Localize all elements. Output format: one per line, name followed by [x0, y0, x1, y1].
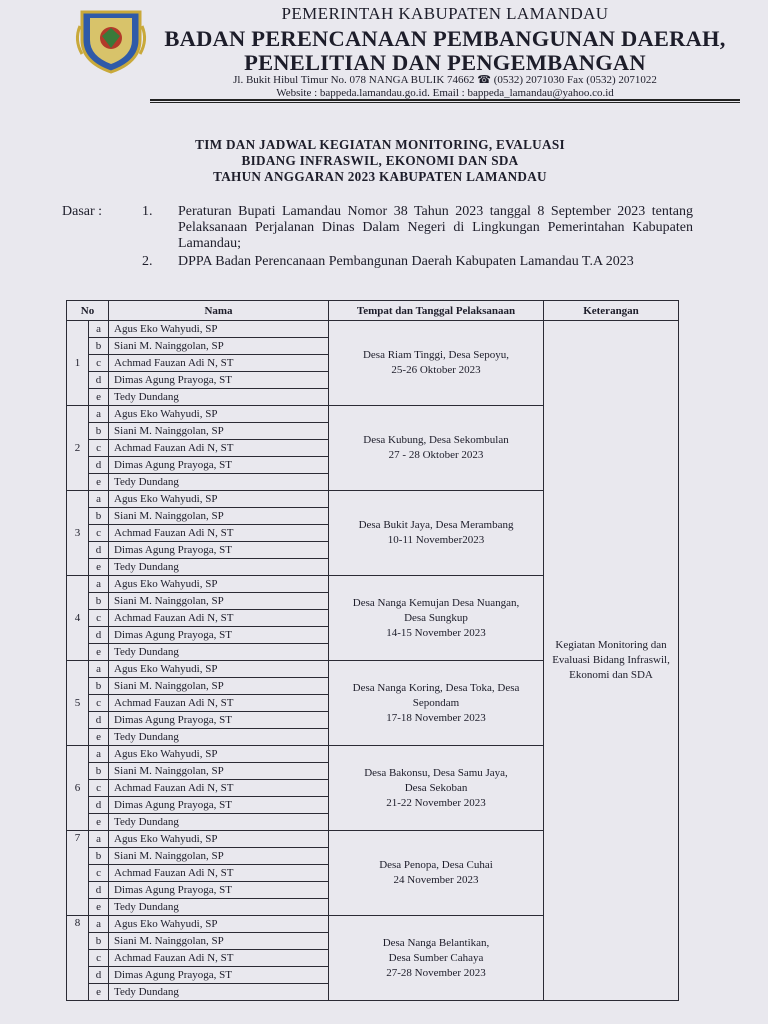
member-letter: e	[89, 899, 109, 916]
place-date-cell	[329, 916, 544, 1001]
member-name: Agus Eko Wahyudi, SP	[109, 406, 329, 423]
header-place-date: Tempat dan Tanggal Pelaksanaan	[329, 301, 544, 321]
place-date-line: Desa Nanga Belantikan,	[382, 936, 490, 949]
schedule-table	[66, 300, 679, 1001]
place-date-line: Desa Kubung, Desa Sekombulan	[363, 434, 509, 446]
member-letter: c	[89, 440, 109, 457]
member-letter: e	[89, 814, 109, 831]
member-name: Dimas Agung Prayoga, ST	[109, 967, 329, 984]
place-date-line: 27-28 November 2023	[386, 966, 486, 979]
member-letter: d	[89, 712, 109, 729]
member-letter: b	[89, 848, 109, 865]
member-letter: a	[89, 831, 109, 848]
table-row	[67, 321, 679, 338]
member-letter: a	[89, 406, 109, 423]
place-date-line: Desa Riam Tinggi, Desa Sepoyu,	[362, 349, 510, 361]
place-date-line: Desa Bakonsu, Desa Samu Jaya,	[364, 766, 508, 779]
member-letter: b	[89, 933, 109, 950]
place-date-line: 10-11 November2023	[387, 534, 485, 546]
member-name: Dimas Agung Prayoga, ST	[109, 882, 329, 899]
member-name: Achmad Fauzan Adi N, ST	[109, 780, 329, 797]
letterhead-website: Website : bappeda.lamandau.go.id. Email : bappeda_lamandau@yahoo.co.id	[276, 87, 614, 99]
member-letter: e	[89, 474, 109, 491]
group-number: 2	[67, 406, 89, 491]
member-letter: e	[89, 729, 109, 746]
member-letter: a	[89, 661, 109, 678]
document-title-line1: TIM DAN JADWAL KEGIATAN MONITORING, EVALUASI	[195, 137, 565, 152]
member-name: Achmad Fauzan Adi N, ST	[109, 610, 329, 627]
member-name: Siani M. Nainggolan, SP	[109, 593, 329, 610]
member-letter: d	[89, 882, 109, 899]
member-name: Dimas Agung Prayoga, ST	[109, 712, 329, 729]
member-name: Agus Eko Wahyudi, SP	[109, 916, 329, 933]
member-letter: e	[89, 984, 109, 1001]
member-letter: e	[89, 389, 109, 406]
member-name: Dimas Agung Prayoga, ST	[109, 457, 329, 474]
member-letter: d	[89, 542, 109, 559]
member-letter: c	[89, 865, 109, 882]
member-name: Tedy Dundang	[109, 559, 329, 576]
place-date-line: Sepondam	[412, 696, 460, 709]
member-name: Achmad Fauzan Adi N, ST	[109, 525, 329, 542]
member-letter: d	[89, 372, 109, 389]
member-letter: b	[89, 338, 109, 355]
place-date-line: Desa Sekoban	[404, 781, 468, 794]
member-letter: b	[89, 593, 109, 610]
member-name: Agus Eko Wahyudi, SP	[109, 321, 329, 338]
place-date-line: Desa Sumber Cahaya	[388, 951, 484, 964]
member-letter: e	[89, 559, 109, 576]
member-letter: d	[89, 797, 109, 814]
table-header-row	[67, 301, 679, 321]
member-letter: b	[89, 508, 109, 525]
member-letter: b	[89, 763, 109, 780]
member-letter: a	[89, 491, 109, 508]
document-title-line3: TAHUN ANGGARAN 2023 KABUPATEN LAMANDAU	[213, 169, 547, 184]
place-date-line: Desa Bukit Jaya, Desa Merambang	[358, 519, 514, 531]
member-letter: a	[89, 576, 109, 593]
place-date-line: Desa Penopa, Desa Cuhai	[379, 859, 493, 871]
place-date-line: 14-15 November 2023	[386, 626, 486, 639]
member-letter: c	[89, 610, 109, 627]
letterhead-agency-line2: PENELITIAN DAN PENGEMBANGAN	[244, 50, 646, 75]
member-letter: a	[89, 916, 109, 933]
place-date-cell	[329, 321, 544, 406]
dasar-label: Dasar :	[62, 204, 103, 219]
header-name: Nama	[109, 301, 329, 321]
place-date-cell	[329, 746, 544, 831]
place-date-cell	[329, 661, 544, 746]
dasar-item-text: DPPA Badan Perencanaan Pembangunan Daerah Kabupaten Lamandau T.A 2023	[178, 254, 634, 269]
member-letter: e	[89, 644, 109, 661]
member-name: Agus Eko Wahyudi, SP	[109, 661, 329, 678]
member-letter: b	[89, 423, 109, 440]
member-name: Achmad Fauzan Adi N, ST	[109, 355, 329, 372]
member-letter: c	[89, 695, 109, 712]
member-name: Achmad Fauzan Adi N, ST	[109, 695, 329, 712]
dasar-item-number: 2.	[142, 254, 153, 269]
place-date-line: 17-18 November 2023	[386, 711, 486, 724]
group-number: 1	[67, 321, 89, 406]
member-name: Siani M. Nainggolan, SP	[109, 678, 329, 695]
document-title-line2: BIDANG INFRASWIL, EKONOMI DAN SDA	[241, 153, 519, 168]
member-name: Tedy Dundang	[109, 899, 329, 916]
member-name: Tedy Dundang	[109, 984, 329, 1001]
member-name: Tedy Dundang	[109, 474, 329, 491]
member-name: Agus Eko Wahyudi, SP	[109, 831, 329, 848]
note-cell: Kegiatan Monitoring dan Evaluasi Bidang Infraswil, Ekonomi dan SDA	[544, 321, 679, 1001]
member-name: Siani M. Nainggolan, SP	[109, 423, 329, 440]
member-name: Achmad Fauzan Adi N, ST	[109, 865, 329, 882]
member-name: Tedy Dundang	[109, 644, 329, 661]
member-name: Siani M. Nainggolan, SP	[109, 338, 329, 355]
place-date-line: 25-26 Oktober 2023	[391, 364, 481, 376]
group-number: 4	[67, 576, 89, 661]
group-number: 3	[67, 491, 89, 576]
place-date-line: 21-22 November 2023	[386, 796, 486, 809]
place-date-cell	[329, 406, 544, 491]
member-name: Siani M. Nainggolan, SP	[109, 508, 329, 525]
place-date-cell	[329, 491, 544, 576]
member-letter: a	[89, 746, 109, 763]
member-name: Siani M. Nainggolan, SP	[109, 763, 329, 780]
group-number: 5	[67, 661, 89, 746]
member-name: Agus Eko Wahyudi, SP	[109, 491, 329, 508]
member-name: Dimas Agung Prayoga, ST	[109, 797, 329, 814]
member-letter: b	[89, 678, 109, 695]
member-name: Siani M. Nainggolan, SP	[109, 933, 329, 950]
place-date-line: Desa Nanga Kemujan Desa Nuangan,	[352, 596, 520, 609]
member-name: Dimas Agung Prayoga, ST	[109, 627, 329, 644]
place-date-cell	[329, 576, 544, 661]
member-name: Dimas Agung Prayoga, ST	[109, 372, 329, 389]
group-number: 7	[67, 831, 89, 916]
member-name: Dimas Agung Prayoga, ST	[109, 542, 329, 559]
member-name: Tedy Dundang	[109, 389, 329, 406]
letterhead-address: Jl. Bukit Hibul Timur No. 078 NANGA BULIK 74662 ☎ (0532) 2071030 Fax (0532) 2071022	[233, 74, 657, 86]
group-number: 8	[67, 916, 89, 1001]
member-letter: c	[89, 950, 109, 967]
member-name: Achmad Fauzan Adi N, ST	[109, 950, 329, 967]
place-date-line: Desa Sungkup	[404, 611, 468, 624]
regency-emblem-logo	[72, 6, 150, 74]
member-letter: d	[89, 967, 109, 984]
dasar-item-number: 1.	[142, 204, 153, 219]
place-date-line: Desa Nanga Koring, Desa Toka, Desa	[352, 681, 520, 694]
member-letter: a	[89, 321, 109, 338]
place-date-line: 24 November 2023	[393, 874, 479, 886]
member-letter: d	[89, 457, 109, 474]
member-name: Tedy Dundang	[109, 729, 329, 746]
dasar-item-text: Peraturan Bupati Lamandau Nomor 38 Tahun 2023 tanggal 8 September 2023 tentang Pelaksanaan Perjalanan Dinas Dalam Negeri di Lingkungan Pemerintahan Kabupaten Lamandau;	[178, 204, 693, 251]
letterhead-government: PEMERINTAH KABUPATEN LAMANDAU	[281, 4, 609, 21]
member-letter: c	[89, 780, 109, 797]
group-number: 6	[67, 746, 89, 831]
place-date-line: 27 - 28 Oktober 2023	[388, 449, 484, 461]
header-note: Keterangan	[544, 301, 679, 321]
member-name: Tedy Dundang	[109, 814, 329, 831]
letterhead-rule-thin	[150, 102, 740, 103]
member-name: Agus Eko Wahyudi, SP	[109, 746, 329, 763]
letterhead-agency-line1: BADAN PERENCANAAN PEMBANGUNAN DAERAH,	[164, 26, 726, 51]
member-name: Achmad Fauzan Adi N, ST	[109, 440, 329, 457]
member-name: Agus Eko Wahyudi, SP	[109, 576, 329, 593]
member-name: Siani M. Nainggolan, SP	[109, 848, 329, 865]
place-date-cell	[329, 831, 544, 916]
letterhead-rule-thick	[150, 99, 740, 101]
member-letter: d	[89, 627, 109, 644]
member-letter: c	[89, 525, 109, 542]
header-no: No	[67, 301, 109, 321]
member-letter: c	[89, 355, 109, 372]
